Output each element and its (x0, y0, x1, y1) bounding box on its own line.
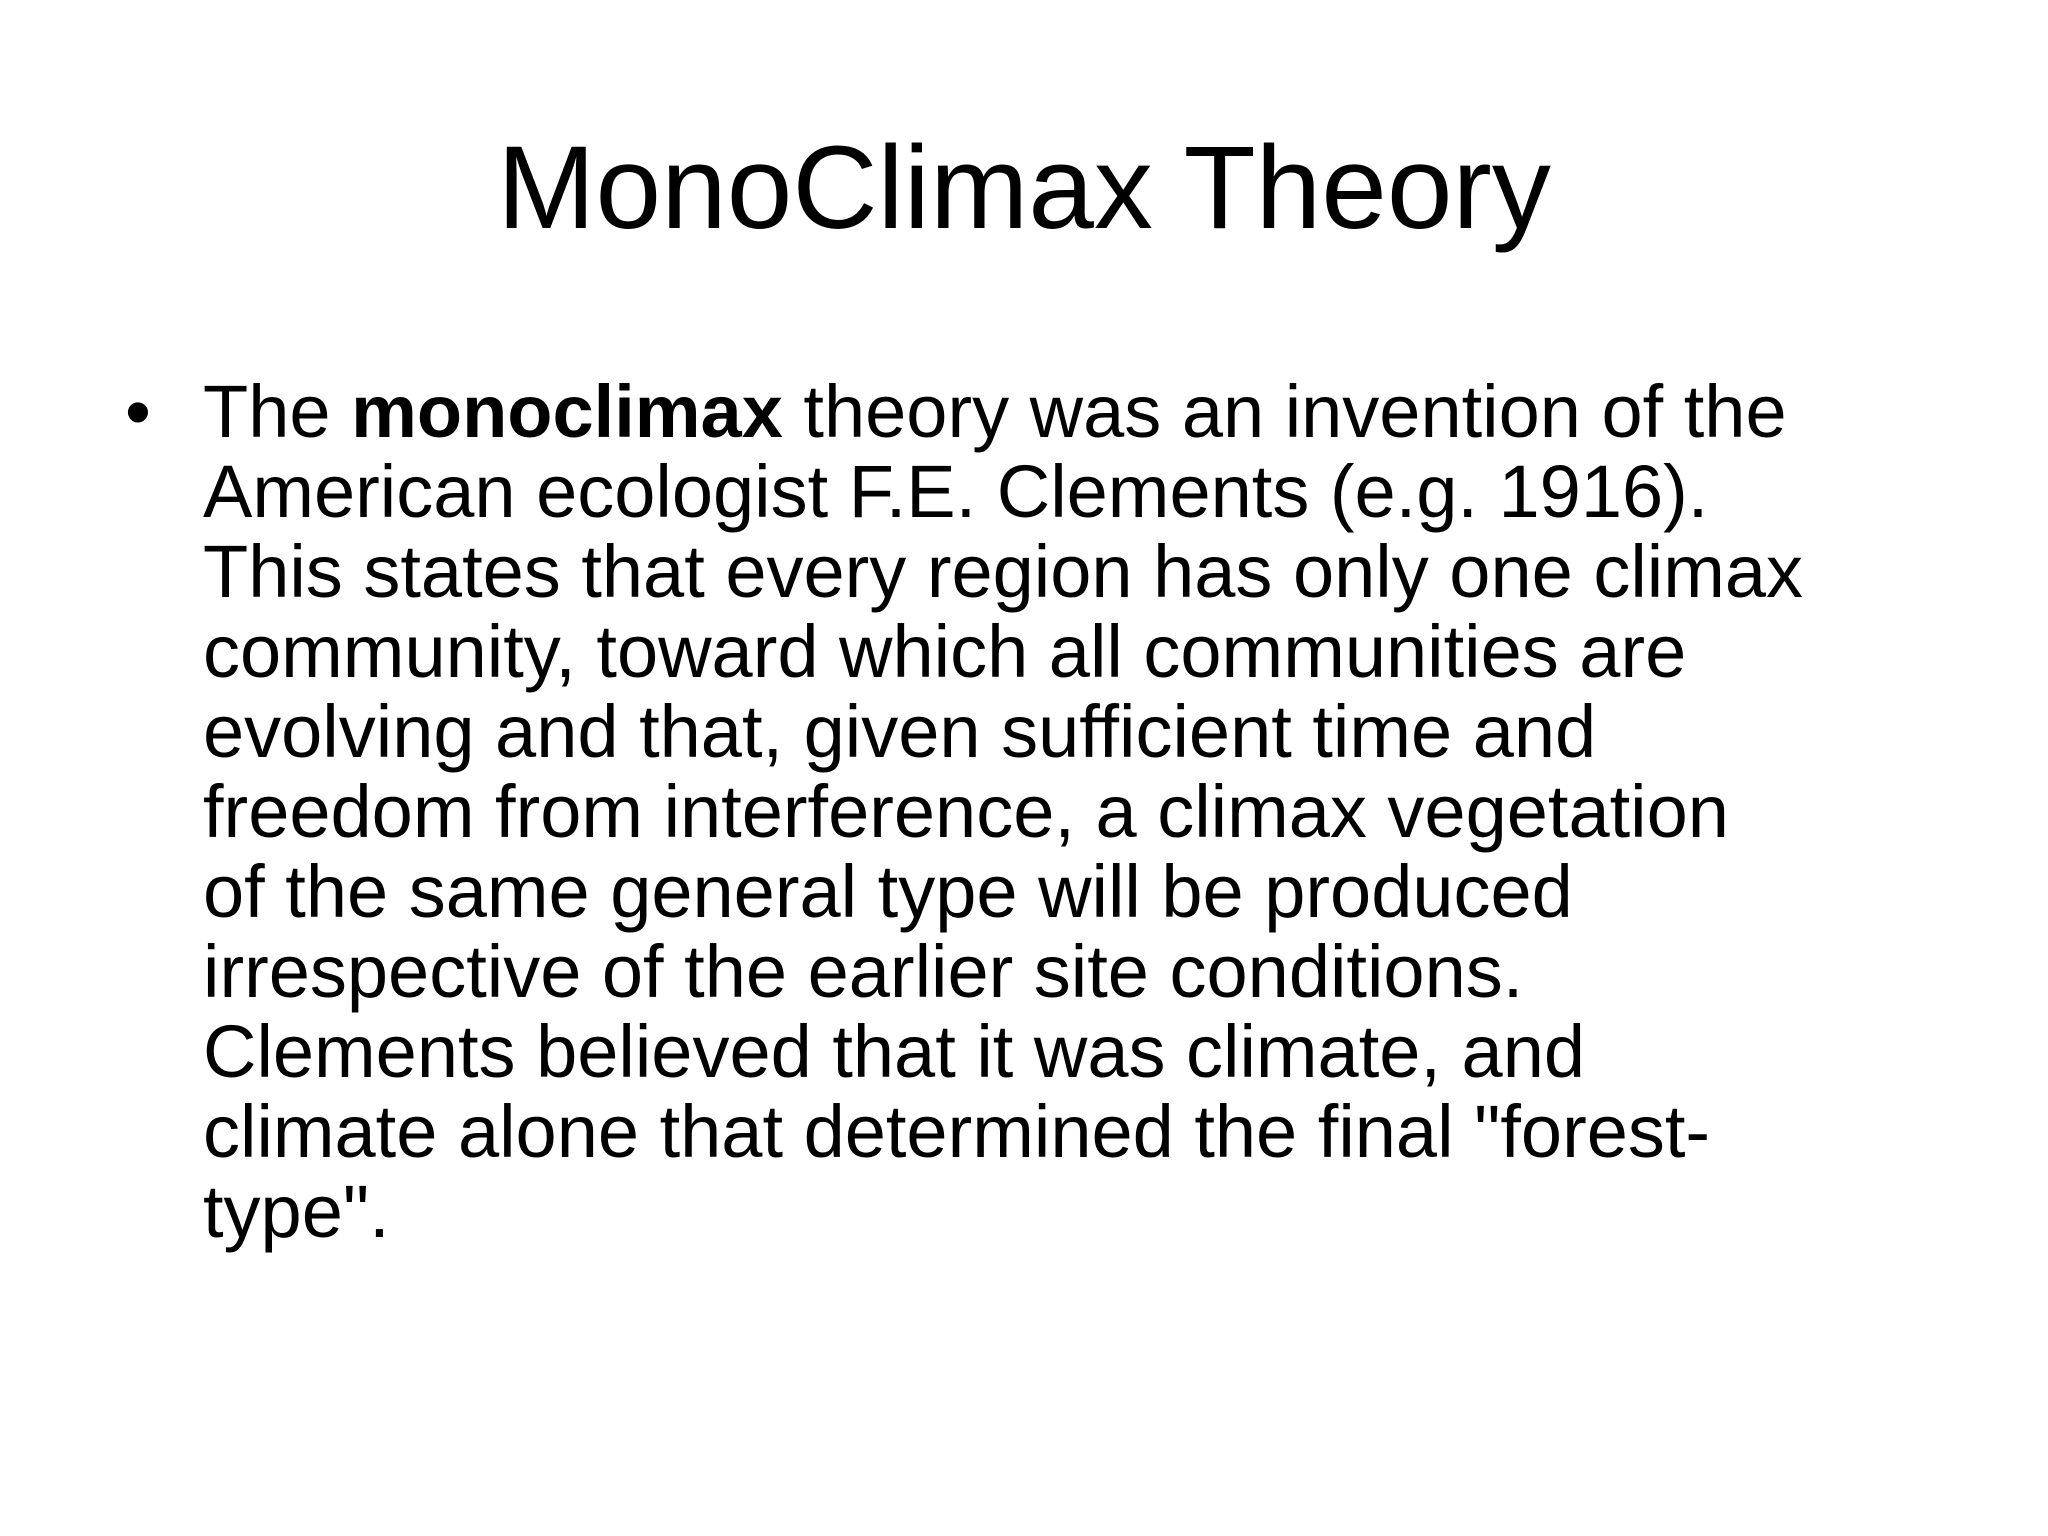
slide-title: MonoClimax Theory (497, 122, 1551, 254)
text-line-7: of the same general type will be produced (203, 850, 1573, 933)
bullet-item (125, 372, 1965, 1252)
text-line-1 (203, 372, 1965, 452)
text-line-10: climate alone that determined the final "forest- (203, 1090, 1711, 1173)
text-line-8: irrespective of the earlier site conditions. (203, 930, 1524, 1013)
text-segment: The (203, 370, 352, 453)
bullet-dot: • (125, 370, 151, 453)
text-segment: theory was an invention of the (782, 370, 1787, 453)
bold-term: monoclimax (351, 370, 783, 453)
text-line-9: Clements believed that it was climate, and (203, 1010, 1586, 1093)
text-line-3: This states that every region has only one climax (203, 530, 1803, 613)
text-line-11: type". (203, 1170, 390, 1253)
text-line-2: American ecologist F.E. Clements (e.g. 1916). (203, 450, 1709, 533)
text-line-4: community, toward which all communities are (203, 610, 1687, 693)
bullet-list (125, 372, 1965, 1252)
text-line-5: evolving and that, given sufficient time and (203, 690, 1597, 773)
text-line-6: freedom from interference, a climax vegetation (203, 770, 1729, 853)
